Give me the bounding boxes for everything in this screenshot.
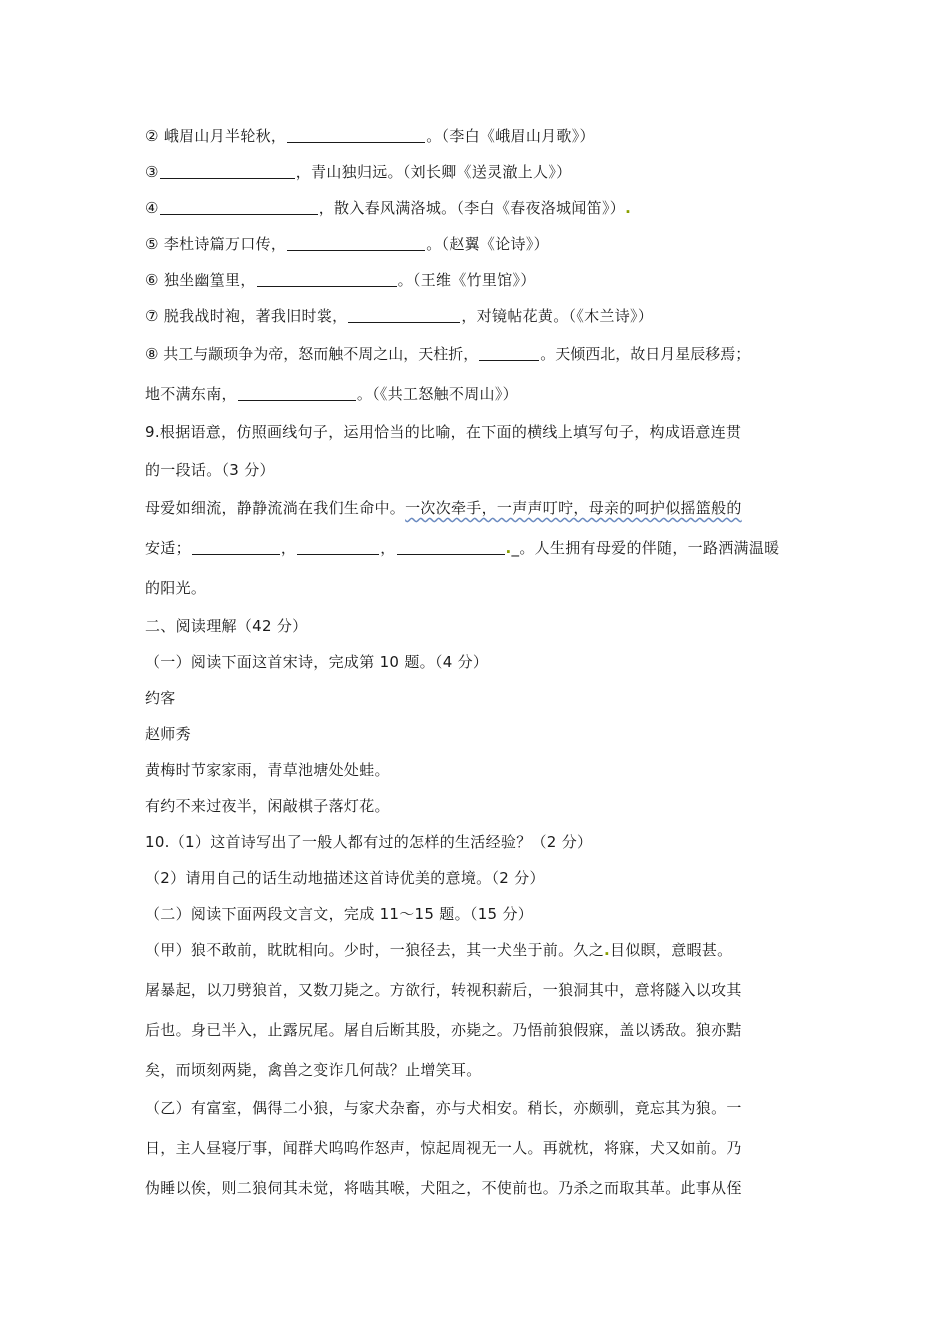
answer-blank[interactable] (238, 386, 356, 401)
question-text: 地不满东南， (145, 385, 237, 403)
passage-jia-line-4: 矣，而顷刻两毙，禽兽之变诈几何哉？止增笑耳。 (145, 1061, 482, 1079)
answer-blank[interactable] (397, 540, 505, 555)
underlined-sentence: 一次次牵手，一声声叮咛，母亲的呵护似摇篮般的 (405, 499, 742, 517)
passage-jia-line-3: 后也。身已半入，止露尻尾。屠自后断其股，亦毙之。乃悟前狼假寐，盖以诱敌。狼亦黠 (145, 1021, 742, 1039)
question-source: ，散入春风满洛城。（李白《春夜洛城闻笛》） (318, 199, 626, 217)
question-9-line-5: 的阳光。 (145, 579, 207, 597)
poem-line-1: 黄梅时节家家雨，青草池塘处处蛙。 (145, 761, 390, 779)
passage-text: （甲）狼不敢前，眈眈相向。少时，一狼径去，其一犬坐于前。久之 (145, 941, 605, 959)
question-5 (145, 234, 549, 254)
question-source: 。（赵翼《论诗》） (426, 235, 549, 253)
part-2-heading: （二）阅读下面两段文言文，完成 11～15 题。（15 分） (145, 905, 534, 923)
paragraph-text: ， (380, 539, 396, 557)
passage-yi-line-1: （乙）有富室，偶得二小狼，与家犬杂畜，亦与犬相安。稍长，亦颇驯，竟忘其为狼。一 (145, 1099, 742, 1117)
poem-author: 赵师秀 (145, 725, 191, 743)
answer-blank[interactable] (348, 308, 460, 323)
paragraph-text: 。人生拥有母爱的伴随，一路洒满温暖 (519, 539, 780, 557)
question-text: ⑧ 共工与颛顼争为帝，怒而触不周之山，天柱折， (145, 345, 479, 363)
stray-mark: . (604, 941, 611, 959)
question-text: 。天倾西北，故日月星辰移焉； (540, 345, 751, 363)
question-10-2: （2）请用自己的话生动地描述这首诗优美的意境。（2 分） (145, 869, 545, 887)
question-9-line-1: 9.根据语意，仿照画线句子，运用恰当的比喻，在下面的横线上填写句子，构成语意连贯 (145, 423, 742, 441)
question-text: ③ (145, 163, 159, 181)
question-text: ⑤ 李杜诗篇万口传， (145, 235, 287, 253)
answer-blank[interactable] (287, 236, 425, 251)
answer-blank[interactable] (160, 164, 295, 179)
paragraph-text: _ (511, 539, 520, 557)
answer-blank[interactable] (257, 272, 397, 287)
paragraph-text: 安适； (145, 539, 191, 557)
section-heading: 二、阅读理解（42 分） (145, 617, 308, 635)
passage-yi-line-2: 日，主人昼寝厅事，闻群犬呜呜作怒声，惊起周视无一人。再就枕，将寐，犬又如前。乃 (145, 1139, 742, 1157)
question-source: ，对镜帖花黄。（《木兰诗》） (461, 307, 654, 325)
question-8-line-1 (145, 344, 750, 364)
passage-text: 目似瞑，意暇甚。 (610, 941, 733, 959)
answer-blank[interactable] (192, 540, 280, 555)
question-4 (145, 198, 631, 218)
stray-mark: . (625, 199, 632, 217)
question-source: 。（《共工怒触不周山》） (356, 385, 518, 403)
question-text: ⑥ 独坐幽篁里， (145, 271, 256, 289)
answer-blank[interactable] (297, 540, 379, 555)
stray-mark: . (505, 539, 512, 557)
question-3 (145, 162, 571, 182)
paragraph-text: ， (280, 539, 297, 557)
question-9-line-2: 的一段话。（3 分） (145, 461, 275, 479)
paragraph-text: 母爱如细流，静静流淌在我们生命中。 (145, 499, 406, 517)
poem-line-2: 有约不来过夜半，闲敲棋子落灯花。 (145, 797, 390, 815)
question-source: 。（李白《峨眉山月歌》） (426, 127, 595, 145)
question-9-line-4 (145, 538, 779, 558)
question-7 (145, 306, 653, 326)
passage-yi-line-3: 伪睡以俟，则二狼伺其未觉，将啮其喉，犬阻之，不使前也。乃杀之而取其革。此事从侄 (145, 1179, 742, 1197)
question-text: ⑦ 脱我战时袍，著我旧时裳， (145, 307, 348, 325)
question-text: ④ (145, 199, 159, 217)
question-9-line-3 (145, 498, 742, 518)
answer-blank[interactable] (287, 128, 425, 143)
question-8-line-2 (145, 384, 518, 404)
question-text: ② 峨眉山月半轮秋， (145, 127, 287, 145)
passage-jia-line-2: 屠暴起，以刀劈狼首，又数刀毙之。方欲行，转视积薪后，一狼洞其中，意将隧入以攻其 (145, 981, 742, 999)
answer-blank[interactable] (479, 346, 539, 361)
passage-jia-line-1 (145, 940, 732, 960)
part-1-heading: （一）阅读下面这首宋诗，完成第 10 题。（4 分） (145, 653, 489, 671)
question-10-1: 10.（1）这首诗写出了一般人都有过的怎样的生活经验？（2 分） (145, 833, 593, 851)
question-source: ，青山独归远。（刘长卿《送灵澈上人》） (295, 163, 572, 181)
question-2 (145, 126, 595, 146)
answer-blank[interactable] (160, 200, 318, 215)
question-source: 。（王维《竹里馆》） (397, 271, 536, 289)
question-6 (145, 270, 536, 290)
poem-title: 约客 (145, 689, 176, 707)
